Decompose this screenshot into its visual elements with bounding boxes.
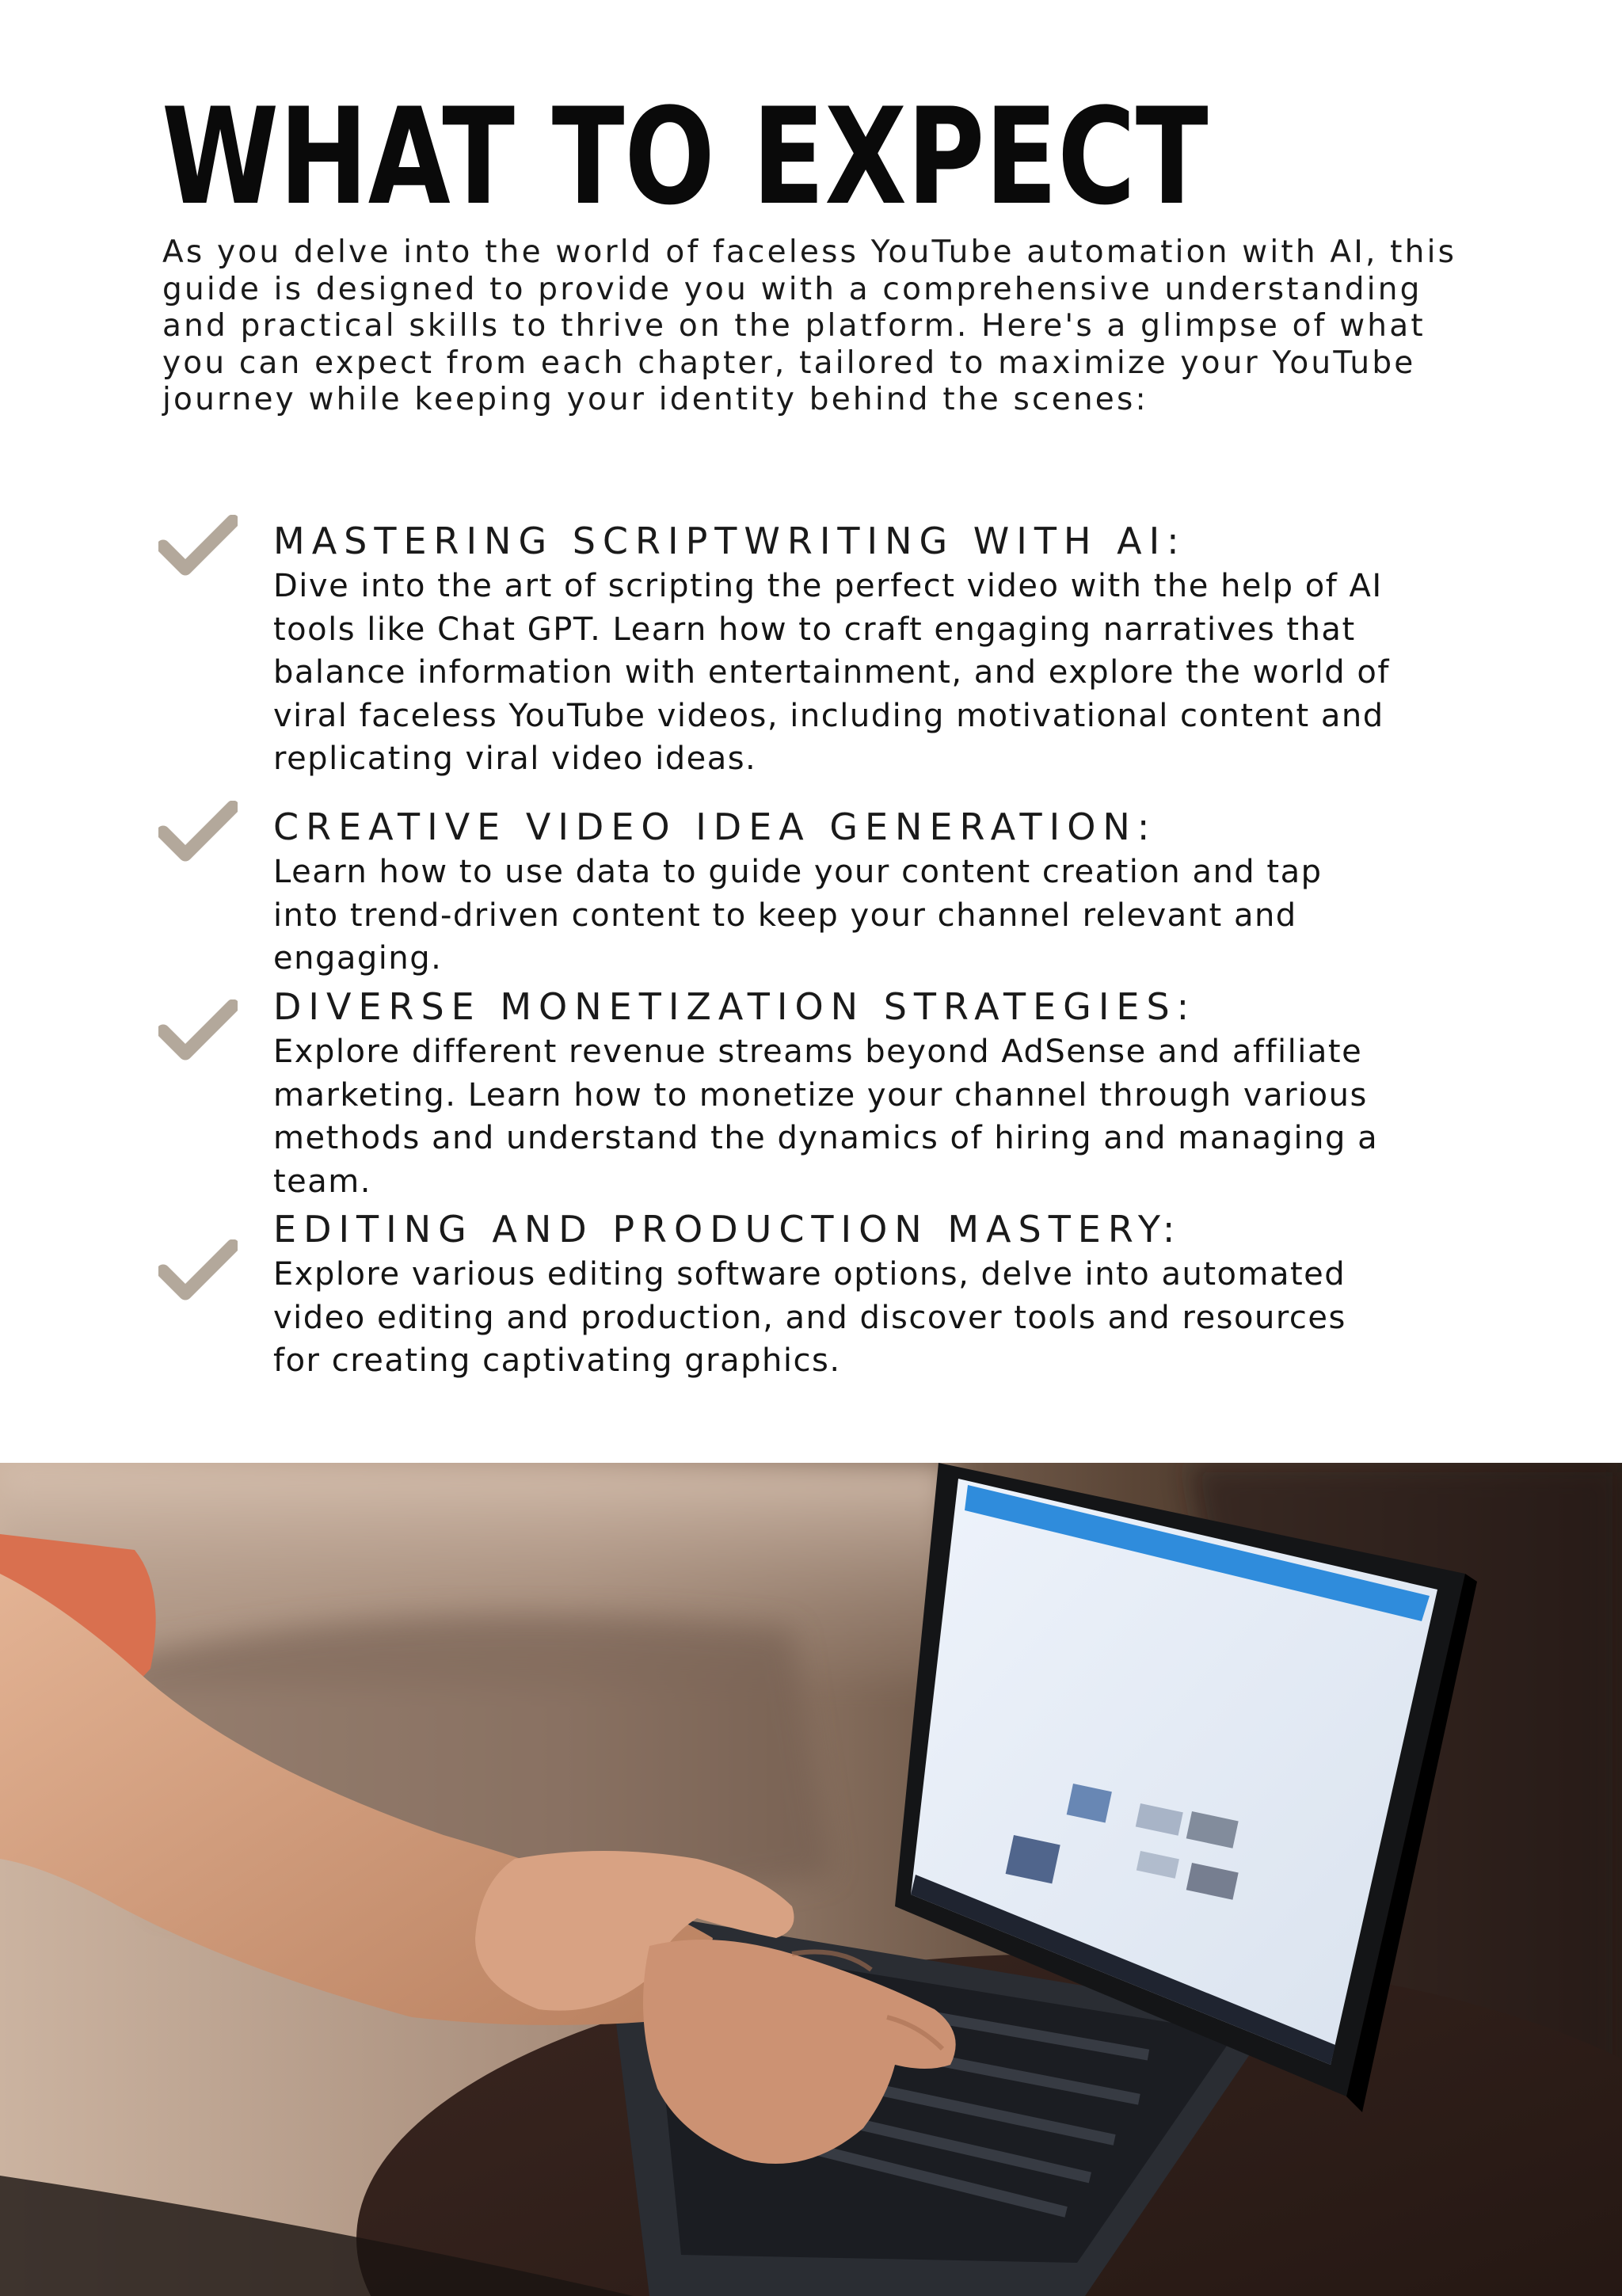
item-title: CREATIVE VIDEO IDEA GENERATION: xyxy=(273,805,1157,848)
item-description: Dive into the art of scripting the perfect video with the help of AI tools like Chat GPT. Learn how to craft engaging narratives that balance information with entertainment, and explore the world of viral faceless YouTube videos, including motivational content and replicating viral video ideas. xyxy=(273,568,1390,777)
item-title: EDITING AND PRODUCTION MASTERY: xyxy=(273,1208,1182,1251)
check-icon xyxy=(158,1000,238,1063)
item-title: DIVERSE MONETIZATION STRATEGIES: xyxy=(273,985,1197,1028)
check-icon xyxy=(158,801,238,864)
item-description: Learn how to use data to guide your content creation and tap into trend-driven content to keep your channel relevant and engaging. xyxy=(273,854,1323,977)
item-title: MASTERING SCRIPTWRITING WITH AI: xyxy=(273,520,1186,562)
check-icon xyxy=(158,1239,238,1303)
item-description: Explore various editing software options, delve into automated video editing and production, and discover tools and resources for creating captivating graphics. xyxy=(273,1256,1346,1379)
item-description: Explore different revenue streams beyond AdSense and affiliate marketing. Learn how to monetize your channel through various methods and understand the dynamics of hiring and managing a team. xyxy=(273,1034,1379,1200)
page-title: WHAT TO EXPECT xyxy=(162,79,1209,234)
laptop-photo xyxy=(0,1463,1622,2296)
intro-paragraph: As you delve into the world of faceless YouTube automation with AI, this guide is designed to provide you with a comprehensive understanding and practical skills to thrive on the platform. Here's a glimpse of what you can expect from each chapter, tailored to maximize your YouTube journey while keeping your identity behind the scenes: xyxy=(162,234,1457,417)
check-icon xyxy=(158,515,238,578)
